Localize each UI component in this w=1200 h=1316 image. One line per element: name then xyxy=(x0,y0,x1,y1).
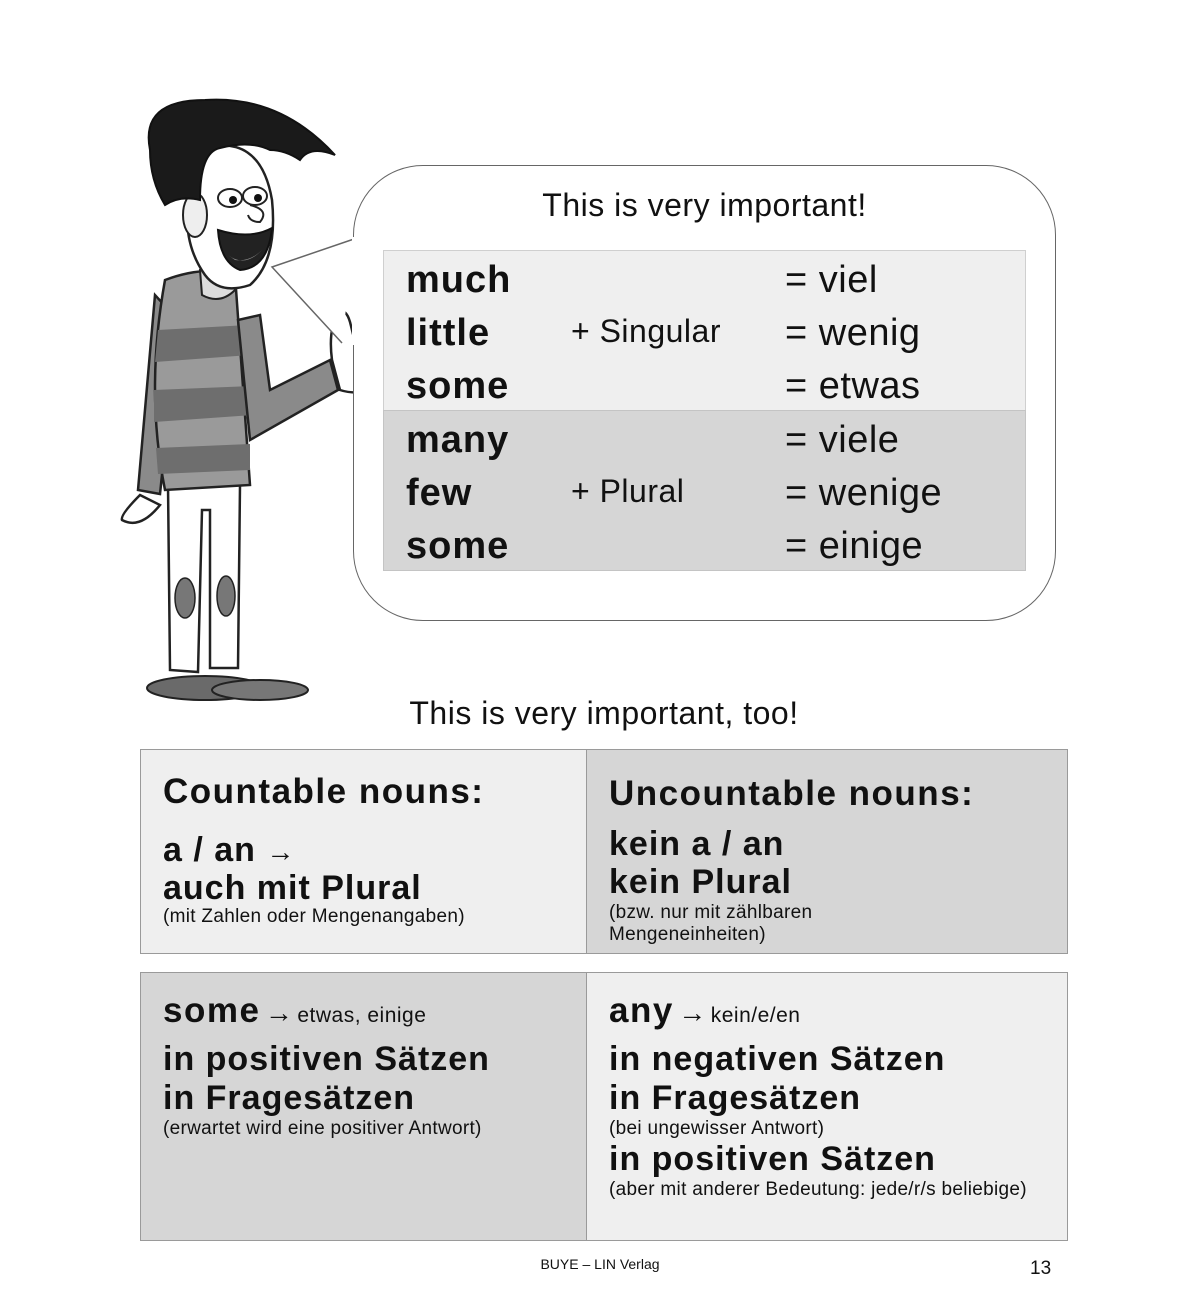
countable-note: (mit Zahlen oder Mengenangaben) xyxy=(163,906,465,927)
some-box xyxy=(140,972,587,1241)
speech-bubble-tail xyxy=(268,225,368,345)
translation: = wenig xyxy=(785,312,921,354)
uncountable-heading: Uncountable nouns: xyxy=(609,774,975,813)
countable-heading: Countable nouns: xyxy=(163,772,485,811)
uncountable-nouns-box xyxy=(586,749,1068,954)
some-word: some xyxy=(163,991,261,1030)
any-note1: (bei ungewisser Antwort) xyxy=(609,1118,825,1139)
arrow-icon: → xyxy=(264,997,293,1028)
translation: = einige xyxy=(785,525,924,567)
any-word: any xyxy=(609,991,674,1030)
quantifier-word: some xyxy=(406,525,510,567)
quantifier-word: little xyxy=(406,312,491,354)
plural-quantifier-table xyxy=(383,410,1026,571)
countable-line1 xyxy=(163,830,295,872)
translation: = viel xyxy=(785,259,878,301)
translation: = wenige xyxy=(785,472,943,514)
some-heading xyxy=(163,991,426,1031)
some-translation: etwas, einige xyxy=(297,1004,427,1027)
any-box xyxy=(586,972,1068,1241)
countable-article: a / an xyxy=(163,831,256,869)
singular-label: + Singular xyxy=(571,313,721,349)
uncountable-note: (bzw. nur mit zählbaren Mengeneinheiten) xyxy=(609,902,813,945)
page-number: 13 xyxy=(1030,1258,1052,1279)
any-note2: (aber mit anderer Bedeutung: jede/r/s beliebige) xyxy=(609,1179,1027,1200)
uncountable-line1: kein a / an xyxy=(609,825,785,863)
arrow-icon: → xyxy=(266,836,296,867)
any-line2: in Fragesätzen xyxy=(609,1079,862,1117)
section-subtitle: This is very important, too! xyxy=(409,695,799,731)
any-translation: kein/e/en xyxy=(710,1004,801,1027)
quantifier-word: few xyxy=(406,472,473,514)
publisher-footer: BUYE – LIN Verlag xyxy=(540,1256,660,1272)
bubble-title: This is very important! xyxy=(542,187,867,223)
countable-nouns-box xyxy=(140,749,587,954)
some-note: (erwartet wird eine positiver Antwort) xyxy=(163,1118,482,1139)
translation: = etwas xyxy=(785,365,921,407)
any-line1: in negativen Sätzen xyxy=(609,1040,946,1078)
some-line1: in positiven Sätzen xyxy=(163,1040,490,1078)
translation: = viele xyxy=(785,419,900,461)
any-heading xyxy=(609,991,800,1031)
plural-label: + Plural xyxy=(571,473,685,509)
any-line3: in positiven Sätzen xyxy=(609,1140,936,1178)
some-line2: in Fragesätzen xyxy=(163,1079,416,1117)
singular-quantifier-table xyxy=(383,250,1026,410)
uncountable-line2: kein Plural xyxy=(609,863,792,901)
quantifier-word: much xyxy=(406,259,512,301)
quantifier-word: many xyxy=(406,419,510,461)
quantifier-word: some xyxy=(406,365,510,407)
countable-line2: auch mit Plural xyxy=(163,869,422,907)
arrow-icon: → xyxy=(678,997,707,1028)
